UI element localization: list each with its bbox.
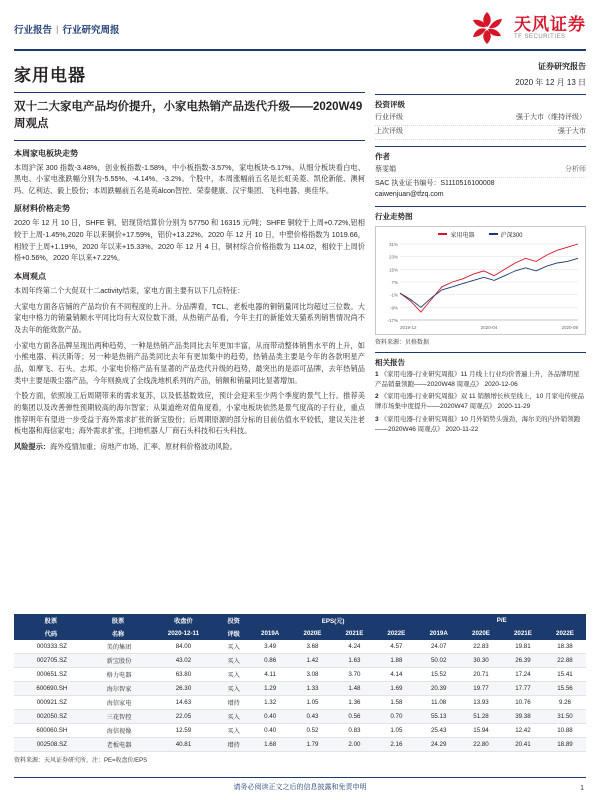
related-report-date-2: 2020-11-22 (445, 425, 479, 433)
table-cell: 三花智控 (88, 710, 149, 724)
table-row[interactable] (14, 724, 586, 738)
table-cell: 26.39 (502, 654, 544, 668)
col-header-9: 2020E (460, 627, 502, 640)
table-cell: 1.42 (292, 654, 334, 668)
content-columns (14, 59, 586, 457)
page-number: 1 (580, 785, 584, 792)
risk-text: 海外疫情加重；房地产市场、汇率、原材料价格波动风险。 (49, 441, 237, 451)
section-paragraph-2-3: 个股方面，依照竣工后周期带来的需求复苏，以及低基数效应，预计会迎来至少两个季度的景气上行。推荐美的集团以及改善弹性预期较高的海尔智家；从渠道绝对值角度看，小家电板块依然是景气度高的子行业，重点推荐明年有望进一步受益于海外需求扩张的新宝股份；后周期原源的部分标的目前估值水平较低，建议关注老板电器和海信家电；海外需求扩张，扫地机器人厂商石头科技和石头科技。 (14, 391, 365, 436)
table-cell: 1.58 (375, 696, 417, 710)
table-cell: 15.52 (417, 668, 460, 682)
author-row (375, 164, 586, 178)
table-cell: 1.63 (333, 654, 375, 668)
table-cell: 0.40 (249, 724, 292, 738)
table-row[interactable] (14, 682, 586, 696)
related-report-item[interactable] (375, 370, 586, 390)
table-cell: 买入 (219, 654, 249, 668)
table-cell: 0.40 (249, 710, 292, 724)
brand-name-cn: 天风证券 (514, 14, 586, 34)
table-cell: 1.05 (375, 724, 417, 738)
table-cell: 600060.SH (14, 724, 88, 738)
svg-text:-9%: -9% (389, 305, 398, 311)
table-cell: 26.30 (148, 682, 218, 696)
table-cell: 20.41 (502, 738, 544, 752)
section-paragraph-2-2: 小家电方面各品牌呈现出两种趋势，一种是热销产品类同比去年更加丰富，从而带动整体销售水平的上升，如小熊电器、科沃斯等；另一种是热销产品类同比去年有更加集中的趋势，热销品类主要是今年的各款明星产品，如摩飞、石头、志邦。小家电价格产品有显著的产品迭代升级的趋势，最突出的是添可品牌，去年热销品类中主要是吸尘器产品，今年则换成了全线洗地机系列的产品，销额和销量同比显著增加。 (14, 340, 365, 385)
table-cell: 63.80 (148, 668, 218, 682)
table-cell: 2.16 (375, 738, 417, 752)
stock-table-header-row (14, 627, 586, 640)
table-cell: 美的集团 (88, 640, 149, 654)
page-footer (0, 777, 600, 792)
table-cell: 600690.SH (14, 682, 88, 696)
stock-table (14, 614, 586, 752)
table-cell: 20.39 (417, 682, 460, 696)
related-report-num-1: 2 (375, 393, 379, 401)
author-box (375, 146, 586, 200)
table-cell: 39.38 (502, 710, 544, 724)
rating-row-1-key: 上次评级 (375, 127, 403, 135)
stock-table-body (14, 640, 586, 752)
author-role: 分析师 (565, 165, 586, 173)
table-cell: 海信家电 (88, 696, 149, 710)
table-cell: 3.08 (292, 668, 334, 682)
table-cell: 4.57 (375, 640, 417, 654)
section-paragraph-2-0: 本周年终第二个大促双十二activity结束，家电方面主要有以下几点特征： (14, 286, 245, 296)
table-cell: 000921.SZ (14, 696, 88, 710)
related-report-date-0: 2020-12-06 (484, 380, 518, 388)
table-cell: 4.24 (333, 640, 375, 654)
table-cell: 增持 (219, 696, 249, 710)
chart-legend (378, 230, 583, 239)
table-cell: 1.29 (249, 682, 292, 696)
table-cell: 4.14 (375, 668, 417, 682)
industry-trend-chart (375, 226, 586, 335)
table-cell: 002050.SZ (14, 710, 88, 724)
table-cell: 84.00 (148, 640, 218, 654)
chart-box (375, 206, 586, 346)
chart-heading: 行业走势图 (375, 211, 413, 221)
table-cell: 0.52 (292, 724, 334, 738)
rating-row-0-value: 强于大市（维持评级） (516, 114, 586, 121)
table-cell: 0.70 (375, 710, 417, 724)
table-cell: 0.43 (292, 710, 334, 724)
table-cell: 17.24 (502, 668, 544, 682)
related-report-num-0: 1 (375, 370, 379, 378)
table-cell: 30.30 (460, 654, 502, 668)
header-divider (14, 49, 586, 51)
table-cell: 0.56 (333, 710, 375, 724)
related-report-text-0: 《家用电器-行业研究周报》11 月线上行业均价普遍上升，各品牌明星产品销量领跑——2020W48 周观点》 (375, 370, 580, 388)
risk-label: 风险提示： (14, 441, 50, 451)
table-cell: 18.38 (544, 640, 586, 654)
rating-row-0 (375, 112, 586, 126)
related-reports-box (375, 352, 586, 435)
section-heading-0: 本周家电板块走势 (14, 148, 78, 158)
col-header-11: 2022E (544, 627, 586, 640)
group-header-4: EPS(元) (249, 614, 418, 627)
group-header-0: 股票 (14, 614, 88, 627)
table-cell: 4.11 (249, 668, 292, 682)
rating-row-0-key: 行业评级 (375, 114, 403, 121)
table-cell: 002705.SZ (14, 654, 88, 668)
table-cell: 24.29 (417, 738, 460, 752)
table-cell: 老板电器 (88, 738, 149, 752)
table-cell: 3.70 (333, 668, 375, 682)
table-cell: 19.81 (502, 640, 544, 654)
table-cell: 14.63 (148, 696, 218, 710)
page-title: 家用电器 (14, 66, 86, 85)
section-paragraph-1-0: 2020 年 12 月 10 日，SHFE 铜、铝现货结算价分别为 57750 和 16315 元/吨；SHFE 铜较于上周+0.72%,铝相较于上周-1.45%,2020 年以来铜价+17.59%，铝价+13.22%。2020 年 12 月 10 日，中塑价格指数为 1019.66，相较于上周+1.19%，2020 年以来+15.33%。2020 年 12 月 4 日，铜材综合价格指数为 114.02，相较于上周价格+0.56%，2020 年以来+7.22%。 (14, 218, 365, 263)
table-cell: 40.81 (148, 738, 218, 752)
col-header-10: 2021E (502, 627, 544, 640)
table-cell: 10.88 (544, 724, 586, 738)
author-name: 蔡雯娟 (375, 165, 396, 173)
col-header-1: 名称 (88, 627, 149, 640)
table-cell: 22.05 (148, 710, 218, 724)
report-type-label: 证券研究报告 (538, 62, 586, 71)
related-reports-heading: 相关报告 (375, 357, 405, 367)
table-cell: 2.00 (333, 738, 375, 752)
breadcrumb (14, 22, 120, 36)
table-cell: 22.83 (460, 640, 502, 654)
col-header-7: 2022E (375, 627, 417, 640)
table-row[interactable] (14, 696, 586, 710)
table-cell: 1.68 (249, 738, 292, 752)
related-report-date-1: 2020-11-29 (497, 403, 531, 411)
table-cell: 18.89 (544, 738, 586, 752)
table-row[interactable] (14, 640, 586, 654)
footer-disclaimer: 请务必阅读正文之后的信息披露和免责申明 (233, 784, 367, 791)
related-report-item[interactable] (375, 415, 586, 435)
svg-text:-17%: -17% (387, 317, 398, 323)
table-cell: 9.26 (544, 696, 586, 710)
table-cell: 海信视像 (88, 724, 149, 738)
col-header-3: 评级 (219, 627, 249, 640)
author-heading: 作者 (375, 151, 390, 161)
table-cell: 24.07 (417, 640, 460, 654)
brand-text (514, 16, 586, 40)
svg-text:23%: 23% (388, 254, 398, 260)
table-cell: 22.80 (460, 738, 502, 752)
legend-swatch-0 (438, 233, 447, 235)
table-cell: 55.13 (417, 710, 460, 724)
table-cell: 15.41 (544, 668, 586, 682)
page-header (14, 0, 586, 46)
table-row[interactable] (14, 668, 586, 682)
breadcrumb-separator: | (56, 23, 59, 35)
table-cell: 11.08 (417, 696, 460, 710)
table-cell: 12.42 (502, 724, 544, 738)
table-cell: 买入 (219, 724, 249, 738)
table-cell: 1.88 (375, 654, 417, 668)
col-header-2: 2020-12-11 (148, 627, 218, 640)
table-cell: 15.94 (460, 724, 502, 738)
legend-label-1: 沪深300 (500, 232, 523, 239)
main-column (14, 59, 365, 457)
table-cell: 31.50 (544, 710, 586, 724)
legend-item-1 (489, 230, 523, 239)
table-cell: 买入 (219, 682, 249, 696)
related-report-item[interactable] (375, 392, 586, 412)
table-cell: 20.71 (460, 668, 502, 682)
svg-text:15%: 15% (388, 267, 398, 273)
chart-source: 资料来源：贝格数据 (375, 339, 430, 346)
table-cell: 25.43 (417, 724, 460, 738)
brand-name-en: TF SECURITIES (514, 33, 566, 40)
table-cell: 50.02 (417, 654, 460, 668)
svg-text:7%: 7% (391, 279, 398, 285)
breadcrumb-item-0: 行业报告 (14, 25, 53, 36)
stock-table-wrapper (14, 614, 586, 764)
table-row[interactable] (14, 710, 586, 724)
group-header-5: P/E (417, 614, 586, 627)
table-cell: 17.77 (502, 682, 544, 696)
table-cell: 12.59 (148, 724, 218, 738)
logo-icon (468, 10, 508, 46)
rating-box (375, 94, 586, 140)
section-heading-2: 本周观点 (14, 272, 46, 282)
table-cell: 19.77 (460, 682, 502, 696)
table-cell: 3.68 (292, 640, 334, 654)
section-paragraph-0-0: 本周沪深 300 指数-3.48%，创业板指数-1.58%，中小板指数-3.57%，家电板块-5.17%。从细分板块看白电、黑电、小家电涨跌幅分别为-5.55%、-4.14%、-3.2%。个股中，本周涨幅前五名是长虹美菱、凯伦新能、澳柯玛、亿利达、毅上股份；本周跌幅前五名是英álcon智控、荣泰健康、汉宇集团、飞科电器、奥佳华。 (14, 162, 365, 195)
table-cell: 000333.SZ (14, 640, 88, 654)
stock-table-head (14, 614, 586, 640)
table-cell: 10.76 (502, 696, 544, 710)
table-cell: 1.79 (292, 738, 334, 752)
rating-heading: 投资评级 (375, 100, 405, 109)
group-header-3: 投资 (219, 614, 249, 627)
table-cell: 0.83 (333, 724, 375, 738)
table-cell: 000651.SZ (14, 668, 88, 682)
table-cell: 增持 (219, 738, 249, 752)
group-header-1: 股票 (88, 614, 149, 627)
table-cell: 1.48 (333, 682, 375, 696)
brand-logo (468, 10, 586, 46)
section-paragraph-2-1: 大家电方面各店铺的产品均价有不同程度的上升。分品牌看，TCL、老板电器的铜销量同比均超过三位数。大家电中格力的销量销额水平同比均有大双位数下滑，从热销产品看，今年主打的新能效天猫系列销售情况尚不及去年的能效款产品。 (14, 301, 365, 335)
table-cell: 13.93 (460, 696, 502, 710)
headline-divider (14, 140, 365, 141)
table-cell: 海尔智家 (88, 682, 149, 696)
report-headline: 双十二大家电产品均价提升，小家电热销产品迭代升级——2020W49 周观点 (14, 101, 363, 131)
author-email[interactable]: caiwenjuan@tfzq.com (375, 190, 444, 198)
svg-text:31%: 31% (388, 241, 398, 247)
col-header-8: 2019A (417, 627, 460, 640)
col-header-0: 代码 (14, 627, 88, 640)
legend-swatch-1 (489, 233, 498, 235)
table-cell: 002508.SZ (14, 738, 88, 752)
table-cell: 1.32 (249, 696, 292, 710)
svg-text:2020-08: 2020-08 (561, 324, 578, 330)
report-date: 2020 年 12 月 13 日 (515, 78, 586, 87)
table-cell: 1.69 (375, 682, 417, 696)
logo-petals-icon (468, 10, 508, 46)
risk-notice (14, 441, 365, 453)
chart-plot-area (378, 240, 582, 332)
table-cell: 22.88 (544, 654, 586, 668)
stock-table-group-header-row (14, 614, 586, 627)
related-report-text-1: 《家用电器-行业研究周报》双 11 销额增长核至线上，10 月家电传统品牌市场集中度提升——2020W47 周观点》 (375, 393, 584, 411)
author-cert: SAC 执业证书编号：S1110516100008 (375, 179, 495, 187)
table-cell: 1.36 (333, 696, 375, 710)
section-heading-1: 原材料价格走势 (14, 204, 70, 214)
table-source: 资料来源：天风证券研究所，注：PE=收盘价/EPS (14, 758, 148, 764)
rating-row-1-value: 强于大市 (558, 127, 586, 135)
table-cell: 买入 (219, 710, 249, 724)
table-cell: 1.05 (292, 696, 334, 710)
table-cell: 买入 (219, 668, 249, 682)
side-column (375, 59, 586, 457)
table-cell: 格力电器 (88, 668, 149, 682)
related-report-text-2: 《家用电器-行业研究周报》10 月外销势头强劲，海尔美的内外销领跑——2020W46 周观点》 (375, 415, 581, 433)
table-cell: 买入 (219, 640, 249, 654)
table-cell: 1.33 (292, 682, 334, 696)
table-cell: 新宝股份 (88, 654, 149, 668)
related-report-num-2: 3 (375, 415, 379, 423)
title-divider (14, 92, 365, 93)
breadcrumb-item-1: 行业研究周报 (62, 25, 120, 36)
svg-text:2020-04: 2020-04 (480, 324, 498, 330)
table-cell: 3.49 (249, 640, 292, 654)
rating-row-1 (375, 126, 586, 140)
table-cell: 15.56 (544, 682, 586, 696)
svg-text:-1%: -1% (389, 292, 398, 298)
table-cell: 51.28 (460, 710, 502, 724)
table-cell: 0.86 (249, 654, 292, 668)
col-header-6: 2021E (333, 627, 375, 640)
legend-label-0: 家用电器 (450, 232, 475, 239)
table-row[interactable] (14, 738, 586, 752)
table-row[interactable] (14, 654, 586, 668)
col-header-4: 2019A (249, 627, 292, 640)
group-header-2: 收盘价 (148, 614, 218, 627)
svg-text:2019-12: 2019-12 (400, 324, 417, 330)
legend-item-0 (438, 230, 474, 239)
table-cell: 43.02 (148, 654, 218, 668)
col-header-5: 2020E (292, 627, 334, 640)
footer-divider (14, 777, 586, 778)
